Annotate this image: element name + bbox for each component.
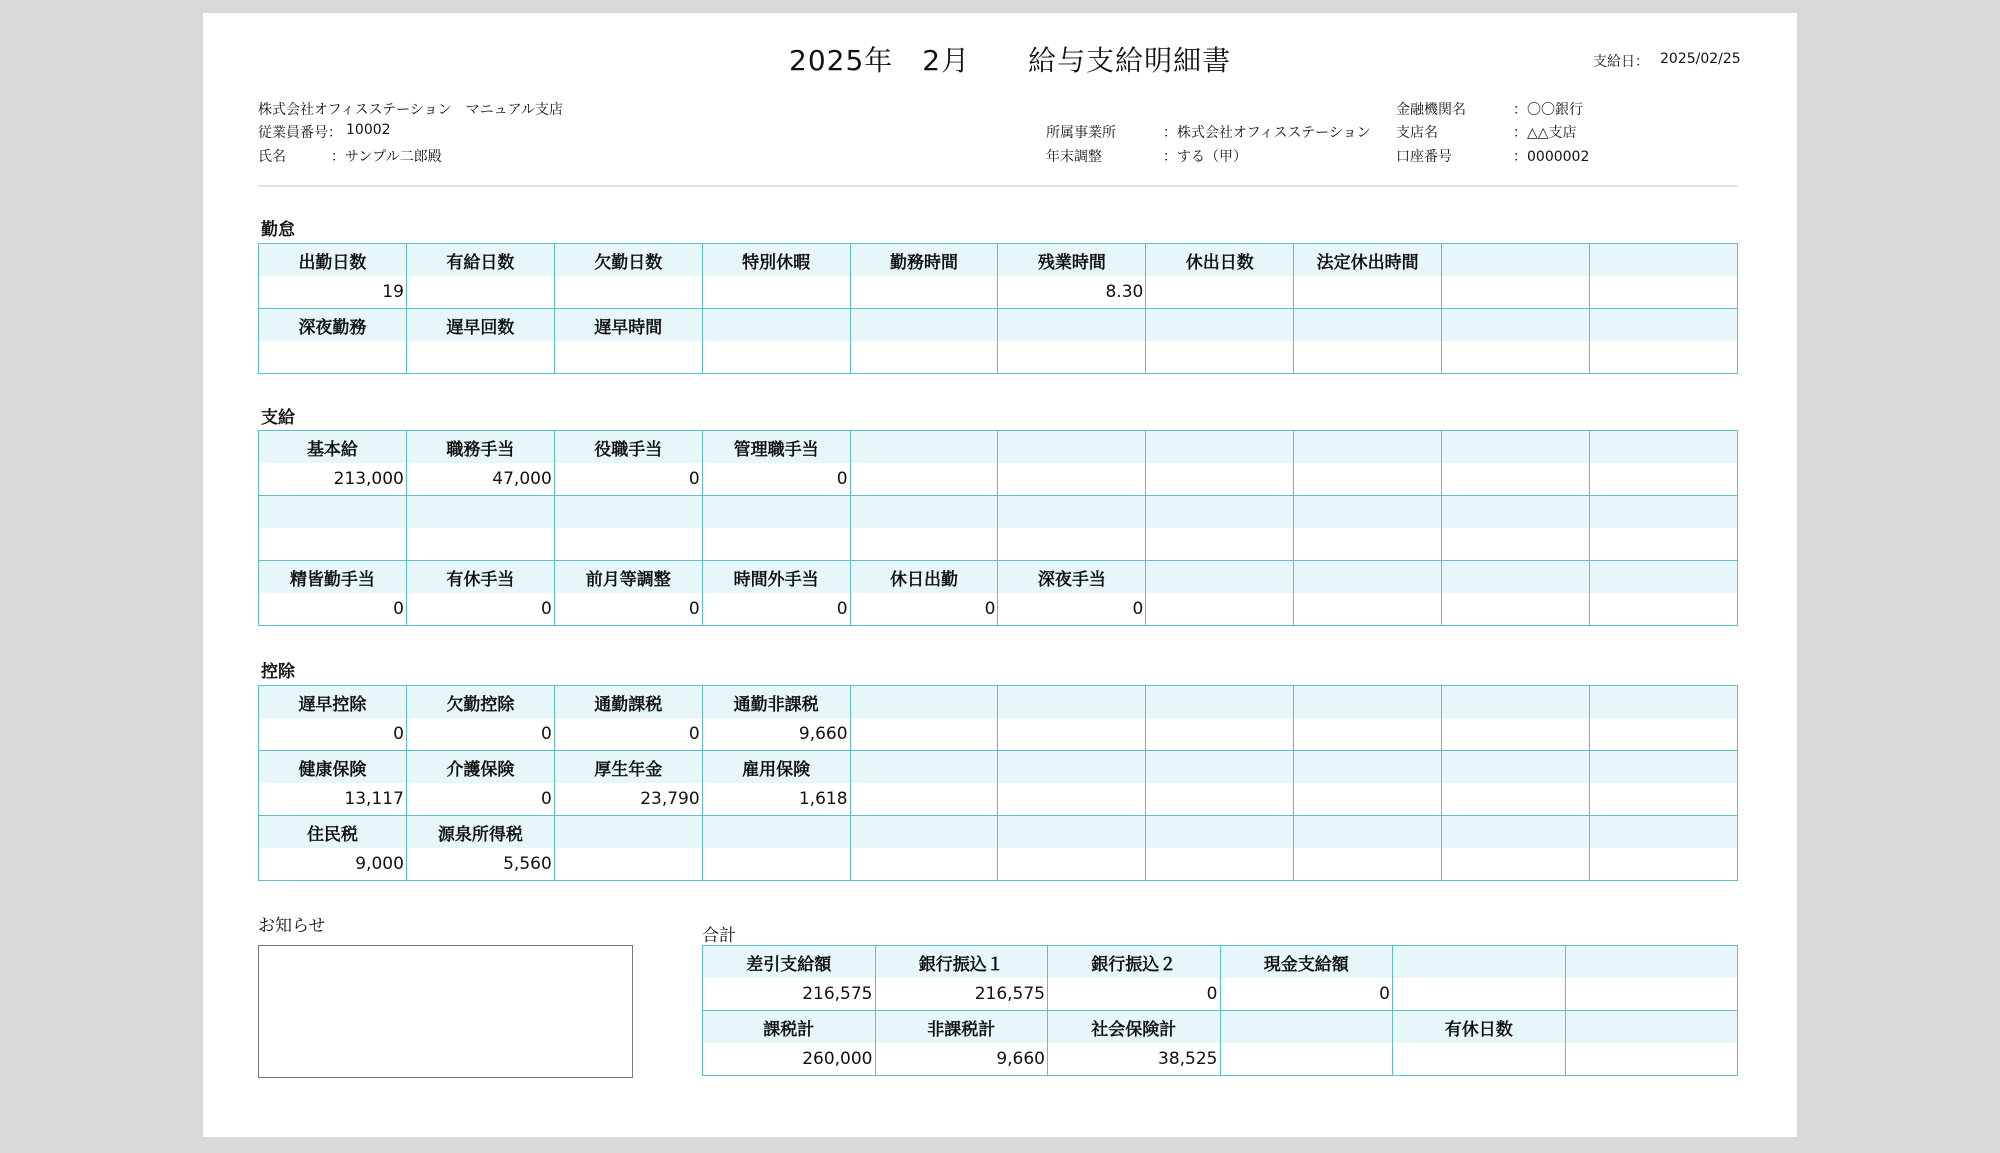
attendance-item-label: 欠勤日数: [554, 244, 702, 277]
payments-item-label: [998, 431, 1146, 464]
payments-item-label: [406, 496, 554, 529]
deductions-item-value: 9,000: [259, 848, 407, 881]
attendance-item-label: [850, 309, 998, 342]
attendance-item-label: 勤務時間: [850, 244, 998, 277]
attendance-item-value: [850, 341, 998, 374]
deductions-item-label: [1590, 686, 1738, 719]
deductions-item-value: 0: [554, 718, 702, 751]
totals-item-value: 38,525: [1048, 1043, 1221, 1076]
payments-item-value: [1146, 463, 1294, 496]
payments-value-row: [259, 593, 1738, 626]
pay-date-label: 支給日：: [1593, 54, 1649, 70]
attendance-item-value: [1146, 276, 1294, 309]
deductions-item-value: [1590, 848, 1738, 881]
payments-item-value: 0: [998, 593, 1146, 626]
payments-item-value: [1442, 593, 1590, 626]
attendance-item-value: [850, 276, 998, 309]
employee-name-label: 氏名: [258, 149, 286, 165]
deductions-item-value: [1590, 783, 1738, 816]
deductions-item-value: 23,790: [554, 783, 702, 816]
totals-item-label: 銀行振込１: [875, 946, 1048, 979]
payments-item-value: [1294, 593, 1442, 626]
payments-table: [258, 430, 1738, 626]
deductions-item-value: [554, 848, 702, 881]
payments-item-label: [850, 431, 998, 464]
payments-item-value: [998, 463, 1146, 496]
deductions-item-label: 住民税: [259, 816, 407, 849]
payments-item-label: 精皆勤手当: [259, 561, 407, 594]
deductions-value-row: [259, 848, 1738, 881]
deductions-item-label: 厚生年金: [554, 751, 702, 784]
attendance-item-value: [406, 341, 554, 374]
year-end-label: 年末調整: [1046, 149, 1102, 165]
payments-item-label: [1294, 496, 1442, 529]
deductions-item-label: [998, 686, 1146, 719]
deductions-item-value: [1146, 783, 1294, 816]
payments-item-label: [554, 496, 702, 529]
office-label: 所属事業所: [1046, 125, 1116, 141]
deductions-item-value: 13,117: [259, 783, 407, 816]
notice-section-label: お知らせ: [258, 916, 326, 936]
deductions-item-value: [1442, 718, 1590, 751]
payments-item-value: [259, 528, 407, 561]
attendance-item-label: [1294, 309, 1442, 342]
payments-item-label: [1294, 431, 1442, 464]
payments-item-label: 休日出勤: [850, 561, 998, 594]
deductions-item-label: [1146, 686, 1294, 719]
company-name: 株式会社オフィスステーション マニュアル支店: [258, 102, 564, 118]
totals-item-value: [1393, 978, 1566, 1011]
account-value: ：0000002: [1513, 149, 1590, 165]
deductions-item-value: [850, 783, 998, 816]
attendance-item-value: [259, 341, 407, 374]
totals-item-value: [1565, 1043, 1738, 1076]
totals-item-value: 0: [1220, 978, 1393, 1011]
payments-item-value: [1590, 528, 1738, 561]
payments-item-label: 深夜手当: [998, 561, 1146, 594]
deductions-item-label: [554, 816, 702, 849]
deductions-item-label: [1442, 816, 1590, 849]
attendance-item-label: 休出日数: [1146, 244, 1294, 277]
deductions-item-label: [998, 816, 1146, 849]
attendance-item-label: [1590, 244, 1738, 277]
payments-item-value: [998, 528, 1146, 561]
attendance-item-value: [702, 276, 850, 309]
totals-item-value: 0: [1048, 978, 1221, 1011]
attendance-value-row: [259, 276, 1738, 309]
payments-item-label: [1442, 431, 1590, 464]
deductions-item-value: [1442, 783, 1590, 816]
attendance-item-value: [1442, 276, 1590, 309]
payments-item-value: [1294, 463, 1442, 496]
totals-item-value: 216,575: [875, 978, 1048, 1011]
deductions-label-row: [259, 686, 1738, 719]
deductions-item-label: [702, 816, 850, 849]
totals-item-label: 現金支給額: [1220, 946, 1393, 979]
totals-item-label: 有休日数: [1393, 1011, 1566, 1044]
payments-item-value: [1442, 528, 1590, 561]
payments-item-label: 管理職手当: [702, 431, 850, 464]
deductions-item-label: [1590, 751, 1738, 784]
payments-item-value: [1146, 528, 1294, 561]
deductions-item-label: [1294, 751, 1442, 784]
payments-item-value: [1590, 463, 1738, 496]
payments-item-label: [1146, 561, 1294, 594]
deductions-item-value: [1294, 718, 1442, 751]
payments-item-value: [1590, 593, 1738, 626]
deductions-item-value: [1294, 848, 1442, 881]
employee-no-label: 従業員番号：: [258, 125, 342, 141]
totals-item-label: [1565, 1011, 1738, 1044]
totals-value-row: [703, 978, 1738, 1011]
payments-value-row: [259, 528, 1738, 561]
totals-item-label: 課税計: [703, 1011, 876, 1044]
totals-item-value: 260,000: [703, 1043, 876, 1076]
payments-item-label: [1294, 561, 1442, 594]
payments-label-row: [259, 431, 1738, 464]
payments-item-value: [850, 528, 998, 561]
payments-label-row: [259, 496, 1738, 529]
deductions-item-label: 遅早控除: [259, 686, 407, 719]
deductions-item-value: [1442, 848, 1590, 881]
attendance-item-value: [554, 341, 702, 374]
deductions-item-label: [1442, 686, 1590, 719]
payments-item-value: 47,000: [406, 463, 554, 496]
totals-item-label: [1393, 946, 1566, 979]
attendance-section-label: 勤怠: [261, 220, 295, 240]
deductions-value-row: [259, 783, 1738, 816]
attendance-item-value: [1590, 276, 1738, 309]
attendance-item-value: 8.30: [998, 276, 1146, 309]
page-title: 2025年 2月 給与支給明細書: [789, 44, 1232, 77]
pay-date: 2025/02/25: [1660, 51, 1741, 67]
attendance-label-row: [259, 309, 1738, 342]
deductions-label-row: [259, 751, 1738, 784]
deductions-item-label: 通勤非課税: [702, 686, 850, 719]
deductions-item-value: 1,618: [702, 783, 850, 816]
deductions-item-value: [1590, 718, 1738, 751]
payments-item-value: 0: [702, 593, 850, 626]
deductions-table: [258, 685, 1738, 881]
attendance-item-label: [702, 309, 850, 342]
payments-item-value: 0: [554, 593, 702, 626]
attendance-item-label: [1146, 309, 1294, 342]
deductions-item-label: 健康保険: [259, 751, 407, 784]
branch-value: ：△△支店: [1513, 125, 1577, 141]
attendance-item-label: 有給日数: [406, 244, 554, 277]
attendance-item-label: [1590, 309, 1738, 342]
payments-item-label: [1590, 431, 1738, 464]
deductions-item-value: [1146, 848, 1294, 881]
notice-box: [258, 945, 633, 1078]
totals-label-row: [703, 1011, 1738, 1044]
payments-item-label: 有休手当: [406, 561, 554, 594]
attendance-item-value: [1294, 276, 1442, 309]
totals-table: [702, 945, 1738, 1076]
attendance-item-label: 特別休暇: [702, 244, 850, 277]
payments-item-label: [1442, 561, 1590, 594]
attendance-item-label: 遅早回数: [406, 309, 554, 342]
deductions-item-label: [850, 816, 998, 849]
deductions-item-label: 欠勤控除: [406, 686, 554, 719]
payments-item-label: 基本給: [259, 431, 407, 464]
deductions-item-value: [998, 718, 1146, 751]
deductions-item-label: 雇用保険: [702, 751, 850, 784]
payments-item-value: 213,000: [259, 463, 407, 496]
deductions-item-label: [998, 751, 1146, 784]
attendance-item-value: 19: [259, 276, 407, 309]
attendance-item-value: [406, 276, 554, 309]
deductions-item-value: 9,660: [702, 718, 850, 751]
attendance-table: [258, 243, 1738, 374]
attendance-item-label: [1442, 244, 1590, 277]
attendance-item-value: [1294, 341, 1442, 374]
deductions-item-value: [850, 848, 998, 881]
payments-item-label: 時間外手当: [702, 561, 850, 594]
deductions-item-label: 源泉所得税: [406, 816, 554, 849]
payments-item-value: [1442, 463, 1590, 496]
deductions-item-label: [1146, 816, 1294, 849]
deductions-item-label: 通勤課税: [554, 686, 702, 719]
payments-item-value: 0: [406, 593, 554, 626]
deductions-item-label: [1590, 816, 1738, 849]
employee-name: ：サンプル二郎殿: [331, 149, 442, 165]
bank-label: 金融機関名: [1396, 102, 1466, 118]
payments-label-row: [259, 561, 1738, 594]
attendance-item-value: [554, 276, 702, 309]
deductions-item-label: [850, 751, 998, 784]
totals-item-value: [1565, 978, 1738, 1011]
deductions-label-row: [259, 816, 1738, 849]
payments-item-value: [702, 528, 850, 561]
payments-item-label: [702, 496, 850, 529]
payments-item-value: 0: [702, 463, 850, 496]
attendance-value-row: [259, 341, 1738, 374]
branch-label: 支店名: [1396, 125, 1438, 141]
bank-value: ：〇〇銀行: [1513, 102, 1583, 118]
attendance-item-label: 出勤日数: [259, 244, 407, 277]
payments-item-label: [850, 496, 998, 529]
deductions-item-label: 介護保険: [406, 751, 554, 784]
deductions-item-value: 0: [259, 718, 407, 751]
totals-item-label: 差引支給額: [703, 946, 876, 979]
deductions-item-label: [1294, 686, 1442, 719]
totals-label-row: [703, 946, 1738, 979]
payments-item-label: 前月等調整: [554, 561, 702, 594]
totals-item-label: [1220, 1011, 1393, 1044]
payments-item-value: [1146, 593, 1294, 626]
payments-item-label: [1442, 496, 1590, 529]
payments-item-value: 0: [259, 593, 407, 626]
payments-item-label: [998, 496, 1146, 529]
totals-item-value: 216,575: [703, 978, 876, 1011]
payments-item-label: 役職手当: [554, 431, 702, 464]
attendance-item-value: [1442, 341, 1590, 374]
deductions-value-row: [259, 718, 1738, 751]
attendance-item-label: [1442, 309, 1590, 342]
payments-item-label: [259, 496, 407, 529]
deductions-item-value: [1294, 783, 1442, 816]
deductions-item-value: 5,560: [406, 848, 554, 881]
deductions-item-label: [1146, 751, 1294, 784]
payments-item-value: [406, 528, 554, 561]
deductions-item-value: [998, 848, 1146, 881]
totals-item-value: [1393, 1043, 1566, 1076]
totals-item-label: 社会保険計: [1048, 1011, 1221, 1044]
header-divider: [258, 185, 1738, 187]
totals-item-label: 非課税計: [875, 1011, 1048, 1044]
payments-item-label: [1590, 561, 1738, 594]
deductions-section-label: 控除: [261, 662, 295, 682]
attendance-item-label: 法定休出時間: [1294, 244, 1442, 277]
deductions-item-value: [998, 783, 1146, 816]
payments-item-value: [554, 528, 702, 561]
deductions-item-value: 0: [406, 783, 554, 816]
payments-item-label: [1146, 431, 1294, 464]
deductions-item-label: [850, 686, 998, 719]
attendance-item-label: [998, 309, 1146, 342]
totals-item-label: [1565, 946, 1738, 979]
totals-item-value: [1220, 1043, 1393, 1076]
employee-no: 10002: [346, 122, 391, 138]
totals-value-row: [703, 1043, 1738, 1076]
payments-section-label: 支給: [261, 408, 295, 428]
payments-item-value: 0: [554, 463, 702, 496]
deductions-item-label: [1442, 751, 1590, 784]
deductions-item-value: [702, 848, 850, 881]
payments-item-value: [1294, 528, 1442, 561]
attendance-item-value: [998, 341, 1146, 374]
attendance-item-value: [1590, 341, 1738, 374]
payments-item-value: 0: [850, 593, 998, 626]
deductions-item-value: [1146, 718, 1294, 751]
year-end-value: ：する（甲）: [1163, 149, 1247, 165]
deductions-item-value: [850, 718, 998, 751]
attendance-item-label: 遅早時間: [554, 309, 702, 342]
payments-value-row: [259, 463, 1738, 496]
office-value: ：株式会社オフィスステーション: [1163, 125, 1371, 141]
payslip-sheet: [203, 13, 1797, 1137]
deductions-item-label: [1294, 816, 1442, 849]
attendance-item-value: [1146, 341, 1294, 374]
attendance-item-label: 残業時間: [998, 244, 1146, 277]
totals-section-label: 合計: [702, 926, 736, 946]
attendance-label-row: [259, 244, 1738, 277]
payments-item-label: [1146, 496, 1294, 529]
totals-item-label: 銀行振込２: [1048, 946, 1221, 979]
totals-item-value: 9,660: [875, 1043, 1048, 1076]
deductions-item-value: 0: [406, 718, 554, 751]
attendance-item-value: [702, 341, 850, 374]
attendance-item-label: 深夜勤務: [259, 309, 407, 342]
payments-item-label: 職務手当: [406, 431, 554, 464]
payments-item-label: [1590, 496, 1738, 529]
account-label: 口座番号: [1396, 149, 1452, 165]
payments-item-value: [850, 463, 998, 496]
